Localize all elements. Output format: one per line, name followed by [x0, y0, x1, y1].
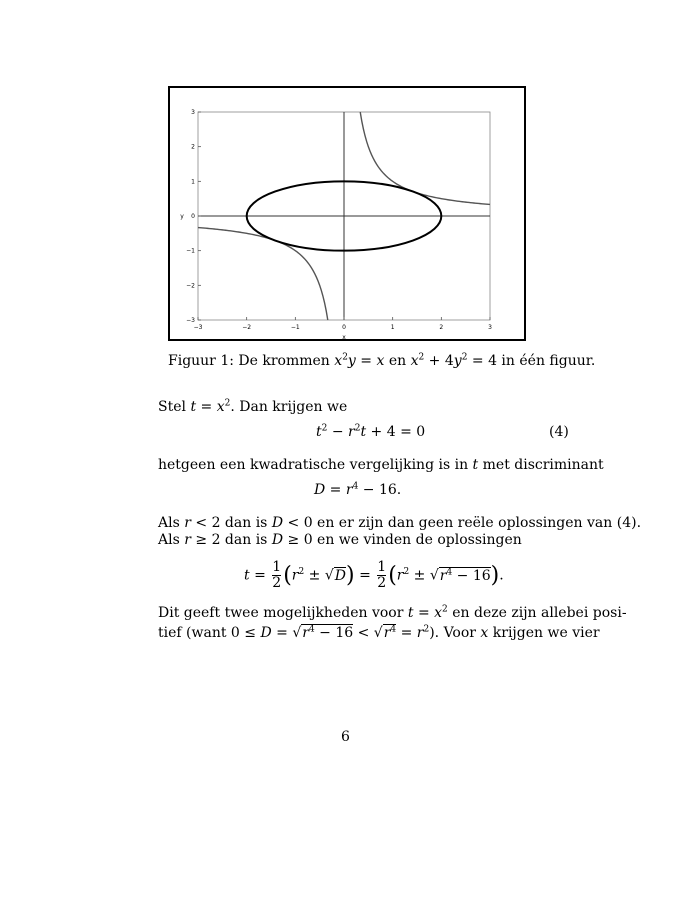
- y-tick-label: −3: [186, 317, 195, 324]
- figure-caption: Figuur 1: De krommen $x^2y = x$ en $x^2 + 4y^2 = 4$ in één figuur.: [168, 352, 596, 369]
- paragraph-3-line-2: Als r ≥ 2 dan is D ≥ 0 en we vinden de oplossingen: [158, 532, 522, 548]
- paragraph-1: Stel $t = x^2$. Dan krijgen we: [158, 398, 348, 415]
- paragraph-4-line-2: tief (want $0 \le D = √r^4 - 16 < √r^4 = r^2$). Voor x krijgen we vier: [158, 624, 600, 641]
- hyperbola-branch-positive: [360, 112, 490, 204]
- y-tick-label: 0: [191, 213, 195, 220]
- equation-number: (4): [549, 424, 569, 440]
- hyperbola-branch-negative: [198, 228, 328, 320]
- equation-discriminant: $D = r^4 - 16$.: [314, 481, 402, 498]
- x-tick-label: −3: [193, 324, 203, 331]
- y-axis-label: y: [180, 213, 184, 220]
- equation-solutions: t = $\frac{1}{2}$ $(r^2 \pm √D)$ = $\frac{1}{2}$ $(r^2 \pm √r^4 - 16)$.: [244, 559, 504, 591]
- paragraph-3-line-1: Als r < 2 dan is D < 0 en er zijn dan geen reële oplossingen van (4).: [158, 515, 642, 531]
- y-tick-label: 2: [191, 143, 195, 151]
- x-tick-label: −1: [290, 324, 300, 331]
- equation-4: $t^2 - r^2t + 4 = 0$: [316, 423, 426, 440]
- figure-frame: [168, 86, 526, 341]
- x-axis-label: x: [342, 334, 346, 339]
- y-tick-label: −1: [186, 247, 195, 255]
- y-tick-label: 3: [191, 109, 195, 116]
- x-tick-label: −2: [242, 324, 252, 331]
- plot-canvas: [170, 88, 524, 339]
- x-tick-label: 2: [439, 324, 444, 331]
- x-tick-label: 3: [488, 324, 492, 331]
- x-tick-label: 0: [342, 324, 346, 331]
- y-tick-label: −2: [186, 282, 195, 290]
- paragraph-2: hetgeen een kwadratische vergelijking is in t met discriminant: [158, 457, 604, 473]
- y-tick-label: 1: [191, 178, 195, 186]
- x-tick-label: 1: [390, 324, 395, 331]
- paragraph-4-line-1: Dit geeft twee mogelijkheden voor $t = x^2$ en deze zijn allebei posi-: [158, 604, 627, 621]
- page-number: 6: [341, 729, 350, 745]
